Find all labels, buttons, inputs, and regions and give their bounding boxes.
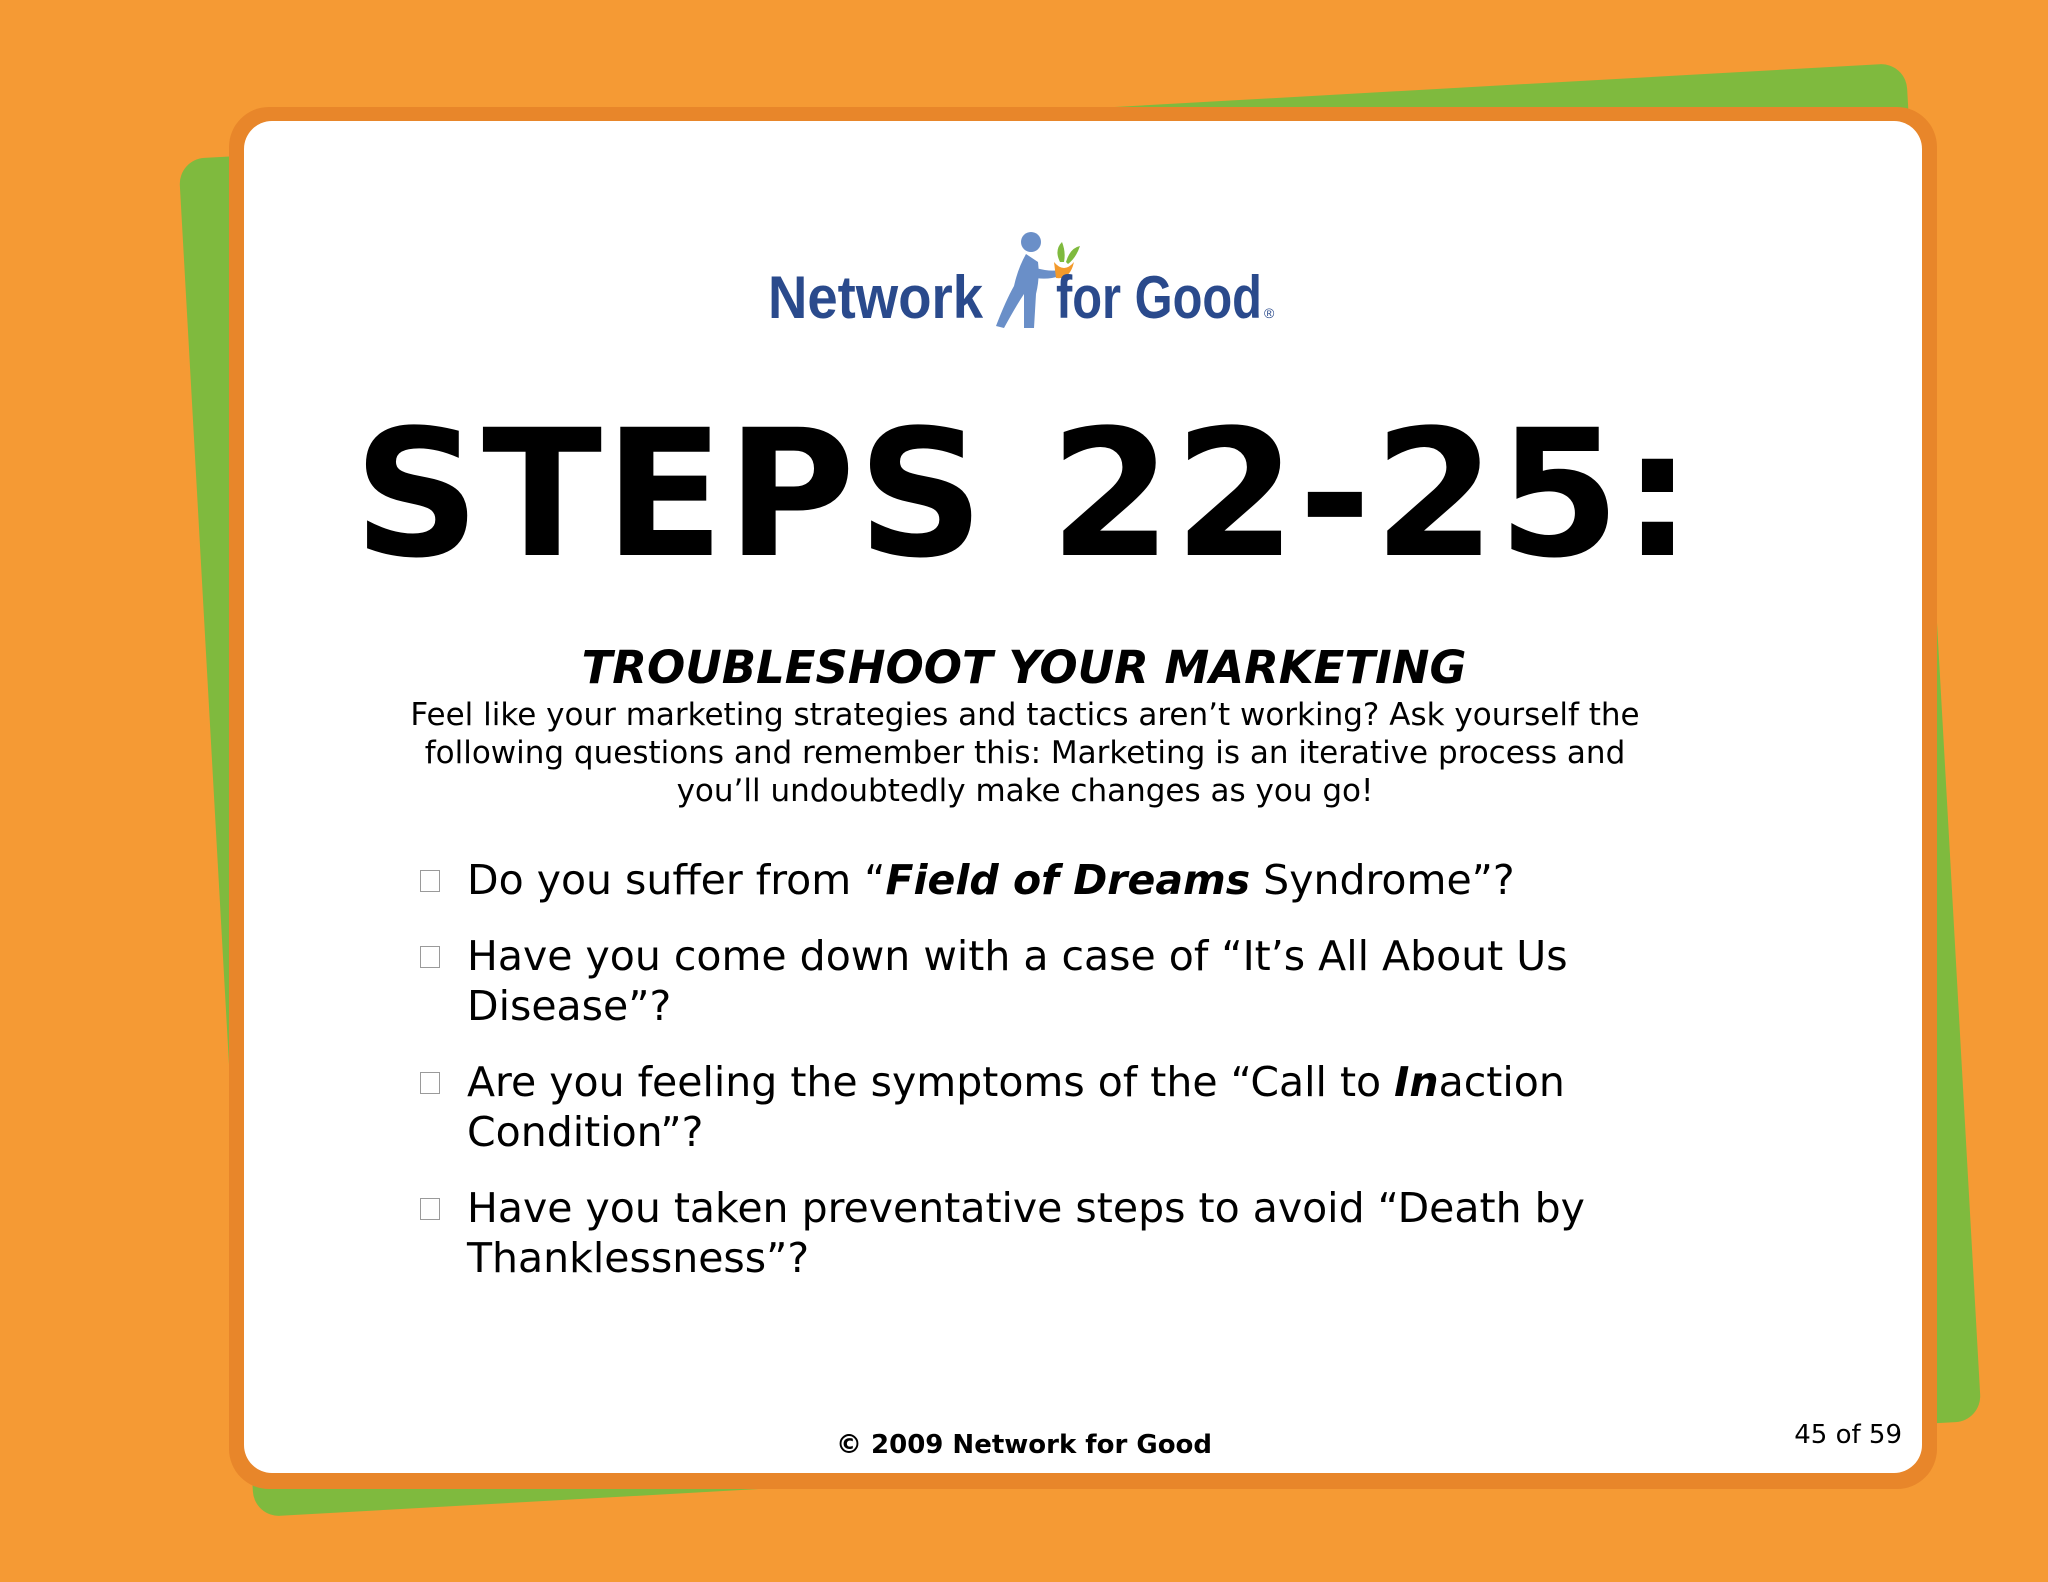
item-text-end: action Condition”? <box>467 1058 1565 1156</box>
checkbox-icon[interactable] <box>420 946 440 968</box>
logo-word-network: Network <box>768 264 984 331</box>
checklist <box>415 855 1615 1309</box>
copyright-footer: © 2009 Network for Good <box>835 1430 1213 1460</box>
checklist-item <box>415 855 1615 905</box>
section-subtitle: TROUBLESHOOT YOUR MARKETING <box>581 641 1467 694</box>
checkbox-icon[interactable] <box>420 870 440 892</box>
checkbox-icon[interactable] <box>420 1198 440 1220</box>
network-for-good-logo <box>768 228 1278 338</box>
page-number: 45 of 59 <box>1794 1420 1902 1450</box>
item-text: Are you feeling the symptoms of the “Call to <box>467 1058 1395 1106</box>
item-emphasis: Field of Dreams <box>885 856 1251 904</box>
page-title: STEPS 22-25: <box>353 392 1695 597</box>
registered-mark: ® <box>1264 305 1275 321</box>
item-text: Have you come down with a case of “It’s All About Us Disease”? <box>467 932 1568 1030</box>
item-text: Have you taken preventative steps to avoid “Death by Thanklessness”? <box>467 1184 1585 1282</box>
logo-word-for-good: for Good <box>1056 264 1262 331</box>
checklist-item <box>415 1057 1615 1157</box>
checkbox-icon[interactable] <box>420 1072 440 1094</box>
intro-paragraph: Feel like your marketing strategies and tactics aren’t working? Ask yourself the following questions and remember this: Marketing is an iterative process and you’ll undoubtedly make changes as you go! <box>410 697 1640 809</box>
item-text-end: Syndrome”? <box>1250 856 1515 904</box>
checklist-item <box>415 1183 1615 1283</box>
item-emphasis: In <box>1394 1058 1439 1106</box>
item-text: Do you suffer from “ <box>467 856 886 904</box>
checklist-item <box>415 931 1615 1031</box>
